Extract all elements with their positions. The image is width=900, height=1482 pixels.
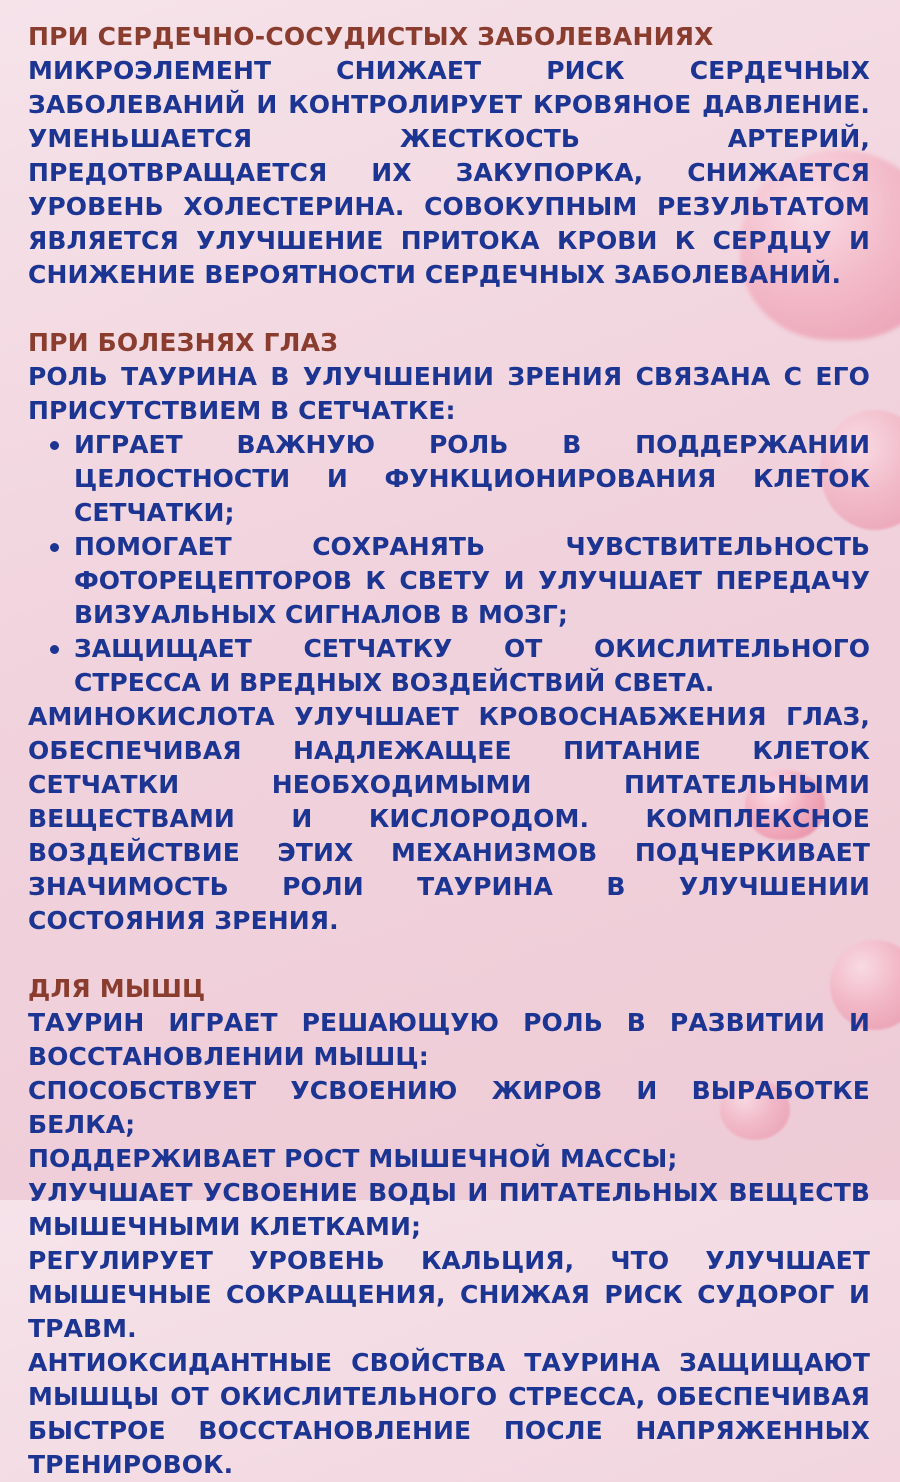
paragraph: УЛУЧШАЕТ УСВОЕНИЕ ВОДЫ И ПИТАТЕЛЬНЫХ ВЕЩЕСТВ МЫШЕЧНЫМИ КЛЕТКАМИ; xyxy=(28,1178,870,1241)
bullet-item: ИГРАЕТ ВАЖНУЮ РОЛЬ В ПОДДЕРЖАНИИ ЦЕЛОСТНОСТИ И ФУНКЦИОНИРОВАНИЯ КЛЕТОК СЕТЧАТКИ; xyxy=(74,428,870,530)
section-eyes xyxy=(28,326,870,938)
paragraph: СПОСОБСТВУЕТ УСВОЕНИЮ ЖИРОВ И ВЫРАБОТКЕ БЕЛКА; xyxy=(28,1076,870,1139)
section-muscles xyxy=(28,972,870,1482)
paragraph: МИКРОЭЛЕМЕНТ СНИЖАЕТ РИСК СЕРДЕЧНЫХ ЗАБОЛЕВАНИЙ И КОНТРОЛИРУЕТ КРОВЯНОЕ ДАВЛЕНИЕ. УМЕНЬШАЕТСЯ ЖЕСТКОСТЬ АРТЕРИЙ, ПРЕДОТВРАЩАЕТСЯ ИХ ЗАКУПОРКА, СНИЖАЕТСЯ УРОВЕНЬ ХОЛЕСТЕРИНА. СОВОКУПНЫМ РЕЗУЛЬТАТОМ ЯВЛЯЕТСЯ УЛУЧШЕНИЕ ПРИТОКА КРОВИ К СЕРДЦУ И СНИЖЕНИЕ ВЕРОЯТНОСТИ СЕРДЕЧНЫХ ЗАБОЛЕВАНИЙ. xyxy=(28,56,870,289)
paragraph: АНТИОКСИДАНТНЫЕ СВОЙСТВА ТАУРИНА ЗАЩИЩАЮТ МЫШЦЫ ОТ ОКИСЛИТЕЛЬНОГО СТРЕССА, ОБЕСПЕЧИВАЯ БЫСТРОЕ ВОССТАНОВЛЕНИЕ ПОСЛЕ НАПРЯЖЕННЫХ ТРЕНИРОВОК. xyxy=(28,1348,870,1479)
paragraph: ТАУРИН ИГРАЕТ РЕШАЮЩУЮ РОЛЬ В РАЗВИТИИ И ВОССТАНОВЛЕНИИ МЫШЦ: xyxy=(28,1008,870,1071)
paragraph-intro: РОЛЬ ТАУРИНА В УЛУЧШЕНИИ ЗРЕНИЯ СВЯЗАНА С ЕГО ПРИСУТСТВИЕМ В СЕТЧАТКЕ: xyxy=(28,362,870,425)
section-heading: ПРИ БОЛЕЗНЯХ ГЛАЗ xyxy=(28,328,339,357)
document-body xyxy=(28,20,870,1482)
paragraph: ПОДДЕРЖИВАЕТ РОСТ МЫШЕЧНОЙ МАССЫ; xyxy=(28,1144,678,1173)
bullet-list xyxy=(28,428,870,700)
bullet-item: ПОМОГАЕТ СОХРАНЯТЬ ЧУВСТВИТЕЛЬНОСТЬ ФОТОРЕЦЕПТОРОВ К СВЕТУ И УЛУЧШАЕТ ПЕРЕДАЧУ ВИЗУАЛЬНЫХ СИГНАЛОВ В МОЗГ; xyxy=(74,530,870,632)
section-heading: ДЛЯ МЫШЦ xyxy=(28,974,206,1003)
section-gap xyxy=(28,938,870,972)
paragraph: РЕГУЛИРУЕТ УРОВЕНЬ КАЛЬЦИЯ, ЧТО УЛУЧШАЕТ МЫШЕЧНЫЕ СОКРАЩЕНИЯ, СНИЖАЯ РИСК СУДОРОГ И ТРАВМ. xyxy=(28,1246,870,1343)
section-cardiovascular xyxy=(28,20,870,292)
paragraph-outro: АМИНОКИСЛОТА УЛУЧШАЕТ КРОВОСНАБЖЕНИЯ ГЛАЗ, ОБЕСПЕЧИВАЯ НАДЛЕЖАЩЕЕ ПИТАНИЕ КЛЕТОК СЕТЧАТКИ НЕОБХОДИМЫМИ ПИТАТЕЛЬНЫМИ ВЕЩЕСТВАМИ И КИСЛОРОДОМ. КОМПЛЕКСНОЕ ВОЗДЕЙСТВИЕ ЭТИХ МЕХАНИЗМОВ ПОДЧЕРКИВАЕТ ЗНАЧИМОСТЬ РОЛИ ТАУРИНА В УЛУЧШЕНИИ СОСТОЯНИЯ ЗРЕНИЯ. xyxy=(28,702,870,935)
section-gap xyxy=(28,292,870,326)
bullet-item: ЗАЩИЩАЕТ СЕТЧАТКУ ОТ ОКИСЛИТЕЛЬНОГО СТРЕССА И ВРЕДНЫХ ВОЗДЕЙСТВИЙ СВЕТА. xyxy=(74,632,870,700)
section-heading: ПРИ СЕРДЕЧНО-СОСУДИСТЫХ ЗАБОЛЕВАНИЯХ xyxy=(28,22,714,51)
